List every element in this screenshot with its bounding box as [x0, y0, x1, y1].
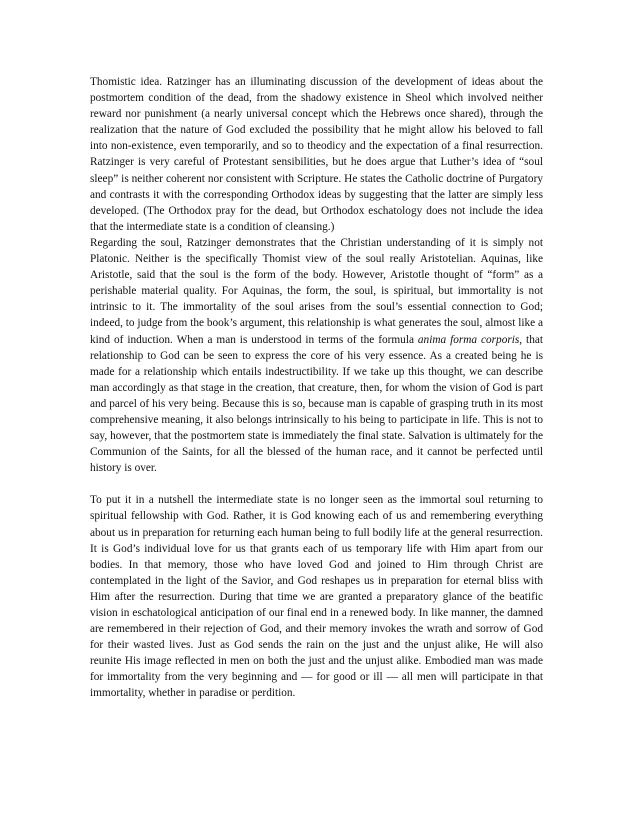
body-text: [90, 74, 543, 702]
paragraph-3: [90, 492, 543, 701]
paragraph-2: [90, 235, 543, 476]
latin-phrase: anima forma corporis: [417, 333, 520, 346]
paragraph-2-text-a: Regarding the soul, Ratzinger demonstrates that the Christian understanding of it is simply not Platonic. Neither is the specifically Thomist view of the soul really Aristotelian. Aquinas, like Aristotle, said that the soul is the form of the body. However, Aristotle thought of “form” as a perishable material quality. For Aquinas, the form, the soul, is spiritual, but immortality is not intrinsic to it. The immortality of the soul arises from the soul’s essential connection to God; indeed, to judge from the book’s argument, this relationship is what generates the soul, almost like a kind of induction. When a man is understood in terms of the formula: [90, 236, 543, 346]
paragraph-1: [90, 74, 543, 235]
paragraph-3-text: To put it in a nutshell the intermediate state is no longer seen as the immortal soul returning to spiritual fellowship with God. Rather, it is God knowing each of us and remembering everything about us in preparation for returning each human being to full bodily life at the general resurrection. It is God’s individual love for us that grants each of us temporary life with Him apart from our bodies. In that memory, those who have loved God and joined to Him through Christ are contemplated in the light of the Savior, and God reshapes us in preparation for eternal bliss with Him after the resurrection. During that time we are granted a preparatory glance of the beatific vision in eschatological anticipation of our final end in a renewed body. In like manner, the damned are remembered in their rejection of God, and their memory invokes the wrath and sorrow of God for their wasted lives. Just as God sends the rain on the just and the unjust alike, He will also reunite His image reflected in men on both the just and the unjust alike. Embodied man was made for immortality from the very beginning and — for good or ill — all men will participate in that immortality, whether in paradise or perdition.: [90, 494, 543, 700]
paragraph-1-text: Thomistic idea. Ratzinger has an illuminating discussion of the development of ideas about the postmortem condition of the dead, from the shadowy existence in Sheol which involved neither reward nor punishment (a nearly universal concept which the Hebrews once shared), through the realization that the nature of God excluded the possibility that he might allow his beloved to fall into non-existence, even temporarily, and so to theodicy and the expectation of a final resurrection. Ratzinger is very careful of Protestant sensibilities, but he does argue that Luther’s idea of “soul sleep” is neither coherent nor consistent with Scripture. He states the Catholic doctrine of Purgatory and contrasts it with the corresponding Orthodox ideas by suggesting that the latter are simply less developed. (The Orthodox pray for the dead, but Orthodox eschatology does not include the idea that the intermediate state is a condition of cleansing.): [90, 76, 543, 233]
paragraph-2-text-b: , that relationship to God can be seen to express the core of his very essence. As a created being he is made for a relationship which entails indestructibility. If we take up this thought, we can describe man accordingly as that stage in the creation, that creature, then, for whom the vision of God is part and parcel of his very being. Because this is so, because man is capable of grasping truth in its most comprehensive meaning, it also belongs intrinsically to his being to participate in life. This is not to say, however, that the postmortem state is immediately the final state. Salvation is ultimately for the Communion of the Saints, for all the blessed of the human race, and it cannot be perfected until history is over.: [90, 333, 543, 475]
